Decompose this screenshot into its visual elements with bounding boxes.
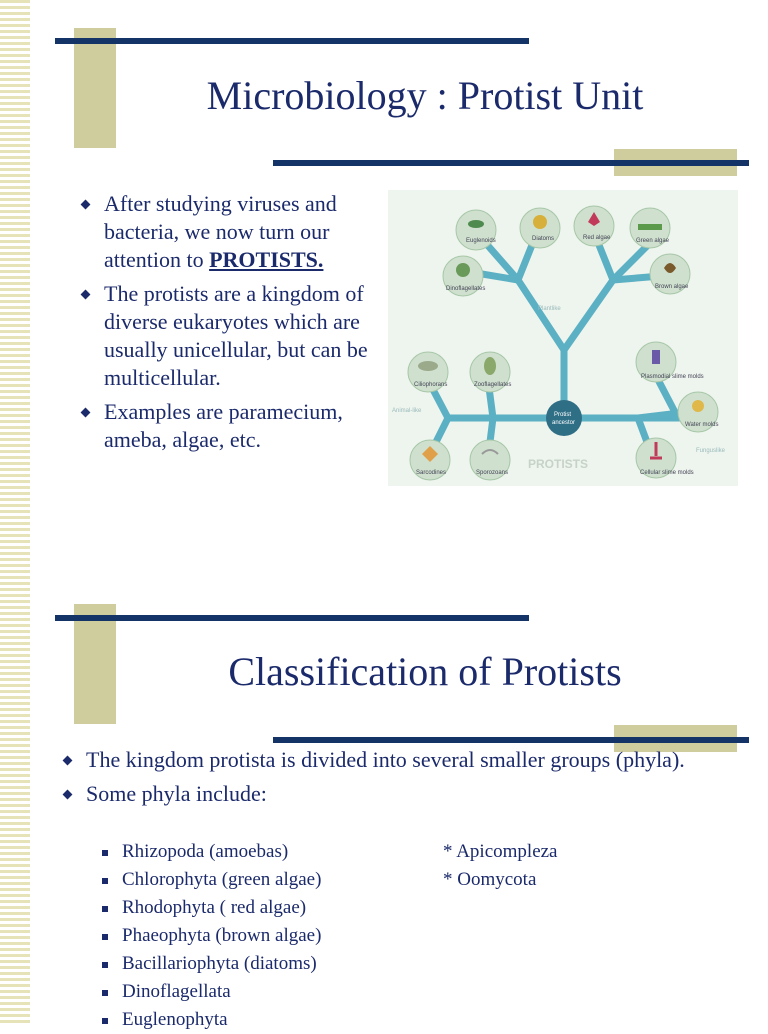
watermark-label: PROTISTS	[528, 457, 589, 471]
svg-text:Zooflagellates: Zooflagellates	[474, 382, 512, 388]
protist-ancestor-node	[546, 400, 582, 436]
page-title: Classification of Protists	[228, 649, 622, 694]
svg-text:Green algae: Green algae	[636, 238, 670, 244]
bullet-item: The protists are a kingdom of diverse eukaryotes which are usually unicellular, but can be multicellular.	[78, 280, 388, 392]
branch-label-plant: Plantlike	[538, 306, 561, 312]
ancestor-label-1: Protist	[554, 412, 572, 418]
phyla-right-1: * Apicompleza	[443, 841, 558, 862]
square-bullet-icon	[102, 906, 108, 912]
square-bullet-icon	[102, 962, 108, 968]
svg-text:Dinoflagellates: Dinoflagellates	[446, 286, 486, 292]
navy-rule-top	[55, 615, 529, 621]
diamond-bullet-icon	[63, 790, 73, 800]
phylum-item: Dinoflagellata	[100, 978, 430, 1006]
diamond-bullet-icon	[81, 200, 91, 210]
phylum-item: Rhodophyta ( red algae)	[100, 894, 430, 922]
emphasis-protists: PROTISTS.	[209, 247, 324, 272]
bullet-item: Examples are paramecium, ameba, algae, etc.	[78, 398, 388, 454]
bullet-item: After studying viruses and bacteria, we now turn our attention to PROTISTS.	[78, 190, 388, 274]
svg-text:Diatoms: Diatoms	[532, 236, 555, 242]
protist-tree-figure	[388, 190, 738, 486]
diamond-bullet-icon	[63, 756, 73, 766]
square-bullet-icon	[102, 850, 108, 856]
bullet-list	[78, 190, 388, 460]
ancestor-label-2: ancestor	[552, 420, 576, 426]
bullet-item: Some phyla include:	[60, 780, 720, 808]
svg-text:Cellular slime molds: Cellular slime molds	[640, 470, 694, 476]
phyla-list-left	[100, 838, 430, 1034]
square-bullet-icon	[102, 990, 108, 996]
svg-text:Plasmodial slime molds: Plasmodial slime molds	[641, 374, 704, 380]
page-title: Microbiology : Protist Unit	[206, 73, 644, 118]
svg-text:Sarcodines: Sarcodines	[416, 470, 447, 476]
diamond-bullet-icon	[81, 408, 91, 418]
phylum-item: Bacillariophyta (diatoms)	[100, 950, 430, 978]
branch-label-fungus: Funguslike	[696, 448, 726, 454]
svg-text:Ciliophorans: Ciliophorans	[414, 382, 448, 388]
square-bullet-icon	[102, 878, 108, 884]
svg-text:Sporozoans: Sporozoans	[476, 470, 509, 476]
square-bullet-icon	[102, 1018, 108, 1024]
slide-2	[0, 512, 768, 1030]
phyla-right-2: * Oomycota	[443, 869, 537, 890]
diamond-bullet-icon	[81, 290, 91, 300]
svg-text:Water molds: Water molds	[685, 422, 719, 428]
bullet-list	[60, 746, 720, 814]
square-bullet-icon	[102, 934, 108, 940]
phylum-item: Chlorophyta (green algae)	[100, 866, 430, 894]
slide-1	[0, 0, 768, 512]
bullet-item: The kingdom protista is divided into several smaller groups (phyla).	[60, 746, 720, 774]
svg-text:Red algae: Red algae	[583, 235, 611, 241]
navy-rule-mid	[273, 737, 749, 743]
navy-rule-mid	[273, 160, 749, 166]
protist-tree-svg	[388, 190, 738, 486]
phylum-item: Rhizopoda (amoebas)	[100, 838, 430, 866]
branch-label-animal: Animal-like	[392, 408, 422, 414]
svg-text:Brown algae: Brown algae	[655, 284, 689, 290]
navy-rule-top	[55, 38, 529, 44]
svg-text:Euglenoids: Euglenoids	[466, 238, 496, 244]
phylum-item: Euglenophyta	[100, 1006, 430, 1034]
phylum-item: Phaeophyta (brown algae)	[100, 922, 430, 950]
